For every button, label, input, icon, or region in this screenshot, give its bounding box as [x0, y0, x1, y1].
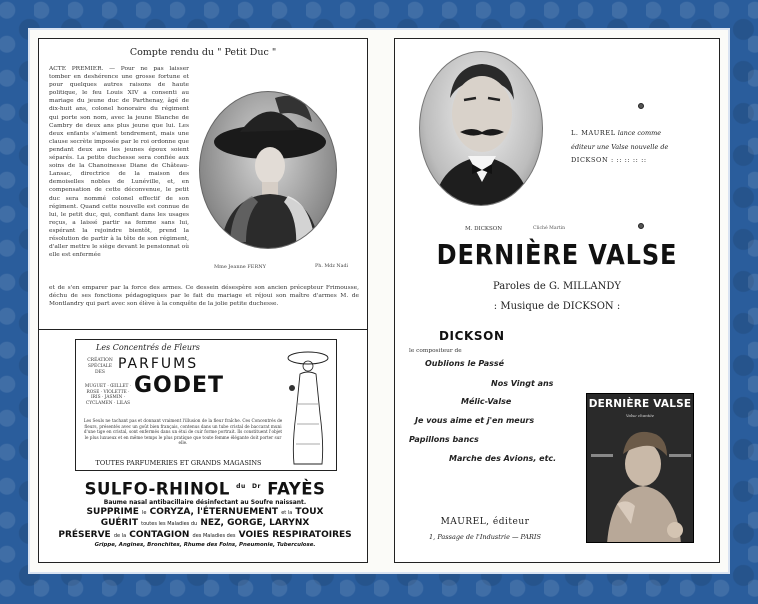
article-title: Compte rendu du " Petit Duc " — [129, 47, 277, 58]
publisher: MAUREL, éditeur — [440, 517, 530, 527]
dickson-portrait — [419, 51, 543, 206]
song-title: Oublions le Passé — [425, 359, 505, 368]
godet-parfums: PARFUMS — [118, 356, 199, 372]
sulfo-title: SULFO-RHINOL $^{du}$ $^{Dr}$ FAYÈS — [84, 479, 326, 499]
song-title: Je vous aime et j'en meurs — [415, 416, 535, 425]
ferny-portrait — [199, 91, 337, 249]
publisher-address: 1, Passage de l'Industrie — PARIS — [429, 533, 541, 541]
sulfo-line-supprime: SUPPRIME le CORYZA, l'ÉTERNUEMENT et la TOUX — [86, 506, 324, 517]
derniere-valse-title: DERNIÈRE VALSE — [436, 238, 678, 271]
sulfo-subtitle: Baume nasal antibacillaire désinfectant au Soufre naissant. — [103, 498, 307, 506]
godet-flowers: MUGUET · ŒILLET · ROSE · VIOLETTE · IRIS · JASMIN · CYCLAMEN · LILAS — [84, 384, 132, 406]
note-line-1: L. MAUREL lance comme — [571, 129, 662, 137]
article-body-bottom: et de s'en emparer par la force des armes. Ce dessein désespère son ancien précepteur Frimousse, déchu de ses fonctions pédagogiques par le fait du mariage et réjoui son maître d'armes M. de Montlandry qui part avec son élève à la conquête de la jolie petite duchesse. — [49, 285, 359, 308]
cover-title: DERNIÈRE VALSE — [588, 398, 692, 410]
right-page — [394, 38, 720, 563]
song-title: Mélic-Valse — [461, 397, 512, 406]
dickson-caption: M. DICKSON — [465, 226, 503, 232]
song-title: Nos Vingt ans — [491, 379, 554, 388]
music-credit: : Musique de DICKSON : — [493, 301, 621, 312]
cover-subtitle: Valse chantée — [626, 413, 654, 418]
godet-bottom-line: TOUTES PARFUMERIES ET GRANDS MAGASINS — [95, 459, 262, 467]
note-line-3: DICKSON : :: :: :: :: — [571, 156, 647, 164]
magazine-spread — [30, 30, 728, 572]
portrait-caption: Mme Jeanne FERNY — [214, 264, 266, 270]
sulfo-rhinol-ad — [55, 477, 355, 549]
sheet-music-cover — [586, 393, 694, 543]
maurel-note — [571, 127, 711, 168]
godet-creation: CRÉATION SPÉCIALE DES — [87, 358, 113, 375]
godet-top-line: Les Concentrés de Fleurs — [96, 343, 200, 352]
composer-caption: le compositeur de — [409, 348, 462, 354]
elegant-lady-icon — [284, 344, 330, 466]
sulfo-line-guerit: GUÉRIT toutes les Maladies du NEZ, GORGE, LARYNX — [100, 518, 310, 528]
note-line-2: éditeur une Valse nouvelle de — [571, 142, 669, 151]
song-title: Papillons bancs — [409, 435, 479, 444]
divider — [39, 329, 367, 330]
article-body-column: ACTE PREMIER. — Pour ne pas laisser tomber en deshérence une grosse fortune et pour quelques autres raisons de haute politique, le feu Louis XIV a consenti au mariage du jeune duc de Parthenay, âgé de dix-huit ans, colonel honoraire du régiment qui porte son nom, avec la jeune Blanche de Cambry de deux ans plus jeune que lui. Les deux enfants s'aiment tendrement, mais une clause secrète imposée par le roi ordonne que pendant deux ans les jeunes époux soient séparés. La petite duchesse sera confiée aux soins de la Chanoinesse Diane de Château-Lansac, directrice de la maison des demoiselles nobles de Lunéville, et, en compensation de cette déconvenue, le petit duc sera nommé colonel effectif de son régiment. Quand cette nouvelle est connue de lui, le petit duc, qui, confiant dans les usages reçus, a laissé partir sa femme sans lui, espérant la rejoindre bientôt, prend la résolution de partir à la tête de son régiment, d'aller mettre le siège devant le pensionnat où elle est enfermée — [49, 66, 189, 259]
godet-ad — [75, 339, 337, 471]
left-page — [38, 38, 368, 563]
song-title: Marche des Avions, etc. — [449, 454, 557, 463]
composer-name: DICKSON — [439, 329, 505, 343]
portrait-credit: Ph. Mdz Nadi — [315, 264, 349, 269]
woman-hat-icon — [200, 92, 337, 249]
ornament-dot-icon — [638, 223, 644, 229]
godet-description: Les Seuls ne tachant pas et donnant vraiment l'illusion de la fleur fraîche. Ces Concentrés de fleurs, présentés avec un goût bien français, contenus dans un tube cristal de baccarat muni d'une tige en cristal, sont enfermés dans un étui de cuir forme portrait. Ils constituent l'objet le plus luxueux et en même temps le plus pratique que toute femme élégante doit porter sur elle. — [83, 418, 283, 446]
sulfo-line-preserve: PRÉSERVE de la CONTAGION des Maladies des VOIES RESPIRATOIRES — [58, 529, 352, 540]
lyrics-credit: Paroles de G. MILLANDY — [492, 281, 622, 292]
ornament-dot-icon — [638, 103, 644, 109]
cover-woman-icon — [587, 394, 694, 543]
dickson-credit: Cliché Martin — [533, 226, 566, 231]
godet-brand: GODET — [134, 373, 225, 398]
man-portrait-icon — [420, 52, 543, 206]
sulfo-ailments: Grippe, Angines, Bronchites, Rhume des Foins, Pneumonie, Tuberculose. — [94, 542, 316, 548]
